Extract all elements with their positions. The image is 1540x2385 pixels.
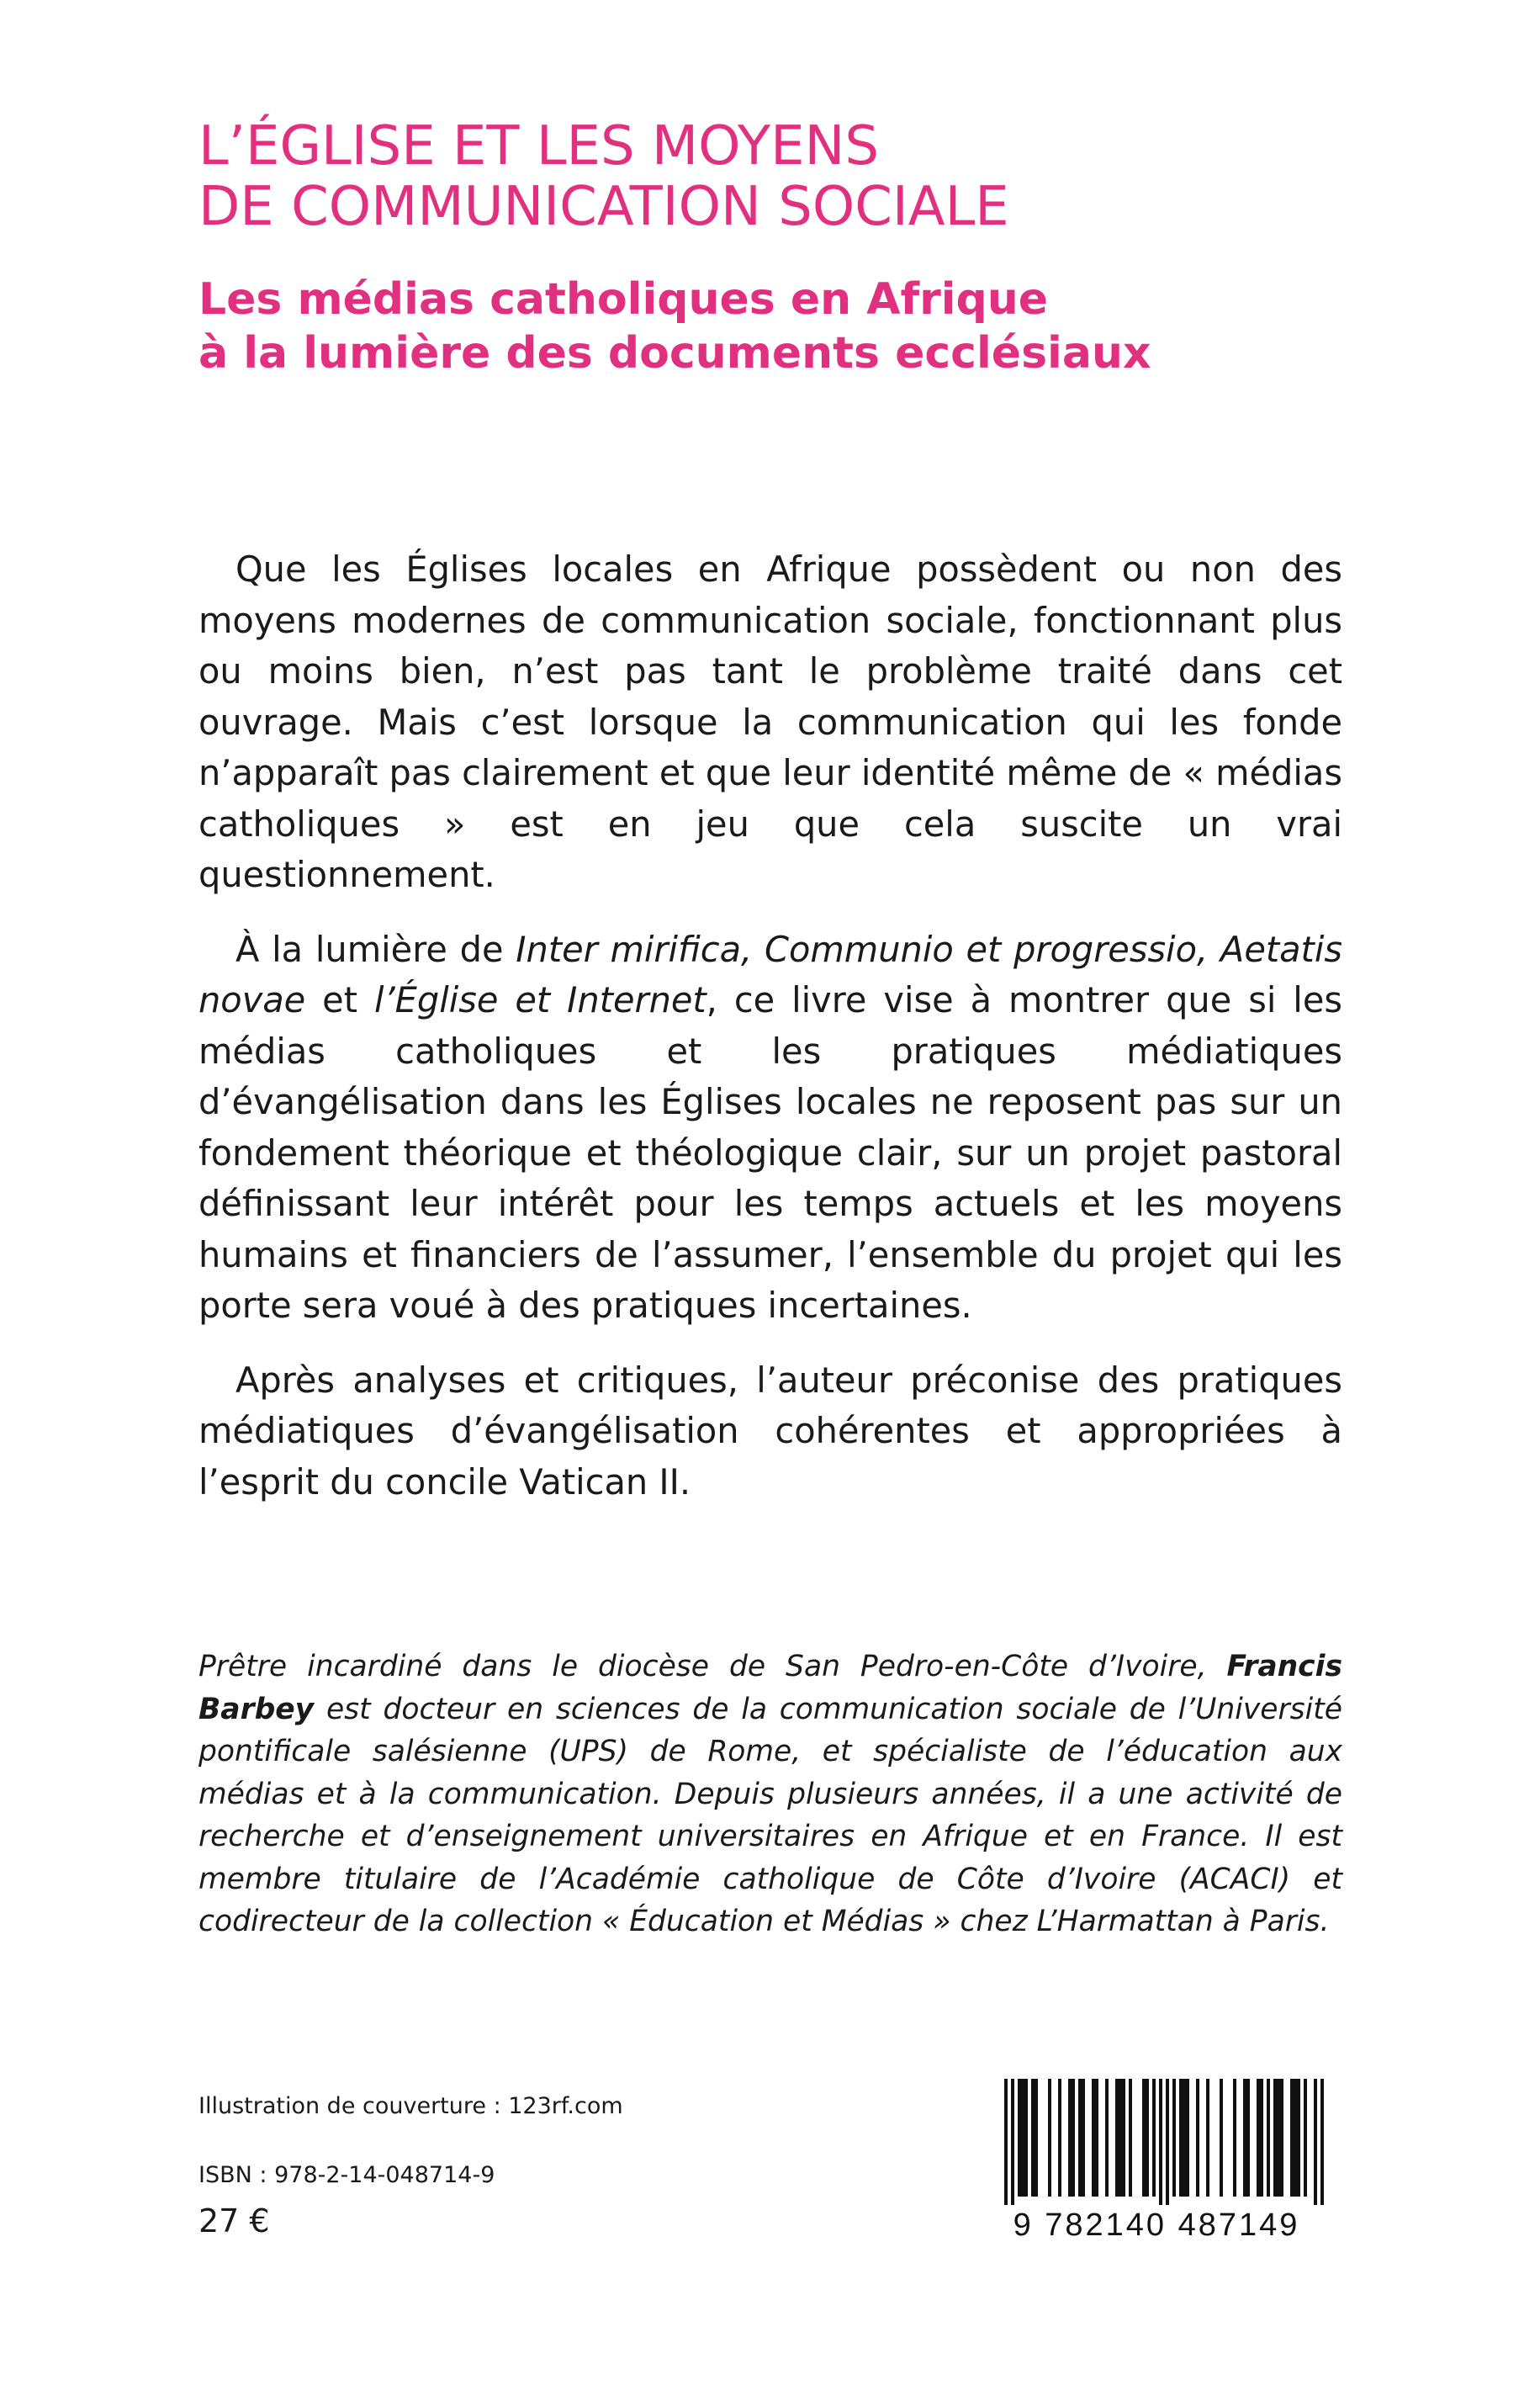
p2-document-title-internet: l’Église et Internet [373,979,706,1020]
title-line-2: DE COMMUNICATION SOCIALE [198,176,1009,238]
barcode-bar [1095,2079,1098,2197]
book-subtitle [198,273,1359,380]
blurb-paragraph-2 [198,925,1342,1332]
p2-mid: et [305,979,374,1020]
illustration-credit: Illustration de couverture : 123rf.com [198,2093,623,2119]
blurb-paragraph-1: Que les Églises locales en Afrique possèdent ou non des moyens modernes de communication sociale, fonctionnant plus ou moins bien, n’est pas tant le problème traité dans cet ouvrage. Mais c’est lorsque la communication qui les fonde n’apparaît pas clairement et que leur identité même de « médias catholiques » est en jeu que cela suscite un vrai questionnement. [198,549,1342,895]
barcode-bar [1273,2079,1277,2197]
barcode-bar [1031,2079,1035,2197]
barcode-digits: 9 782140 487149 [1013,2207,1300,2240]
bio-rest: est docteur en sciences de la communication sociale de l’Université pontificale salésienne (UPS) de Rome, et spécialiste de l’éducation aux médias et à la communication. Depuis plusieurs années, il a une activité de recherche et d’enseignement universitaires en Afrique et en France. Il est membre titulaire de l’Académie catholique de Côte d’Ivoire (ACACI) et codirecteur de la collection « Éducation et Médias » chez L’Harmattan à Paris. [198,1692,1342,1938]
barcode-bar [1233,2079,1236,2197]
barcode-bar [1146,2079,1149,2197]
barcode-bar [1206,2079,1209,2197]
barcode-bar [1152,2079,1156,2197]
barcode-bar [1257,2079,1260,2197]
p2-intro: À la lumière de [235,928,516,970]
barcode-bar [1280,2079,1283,2197]
book-title [198,116,1359,237]
barcode-bar [1320,2079,1324,2205]
barcode-bar [1035,2079,1038,2197]
barcode-bar [1196,2079,1199,2197]
author-name: Francis Barbey [198,1650,1342,1726]
barcode [976,2075,1337,2240]
barcode-bar [1159,2079,1162,2205]
subtitle-line-1: Les médias catholiques en Afrique [198,274,1049,325]
barcode-bar [1142,2079,1146,2197]
barcode-bar [1172,2079,1176,2197]
p2-rest: , ce livre vise à montrer que si les médias catholiques et les pratiques médiatiques d’évangélisation dans les Églises locales ne reposent pas sur un fondement théorique et théologique clair, sur un projet pastoral définissant leur intérêt pour les temps actuels et les moyens humains et financiers de l’assumer, l’ensemble du projet qui les porte sera voué à des pratiques incertaines. [198,979,1342,1326]
price: 27 € [198,2202,270,2239]
subtitle-line-2: à la lumière des documents ecclésiaux [198,328,1151,379]
bio-intro: Prêtre incardiné dans le diocèse de San Pedro-en-Côte d’Ivoire, [198,1650,1227,1683]
barcode-bar [1122,2079,1125,2197]
barcode-bar [1115,2079,1119,2197]
barcode-bar [1260,2079,1263,2197]
isbn: ISBN : 978-2-14-048714-9 [198,2162,495,2188]
barcode-bar [1048,2079,1051,2197]
barcode-bar [1294,2079,1297,2197]
barcode-bar [1290,2079,1294,2197]
barcode-bar [1082,2079,1085,2197]
barcode-bar [1220,2079,1223,2197]
blurb [198,544,1342,1531]
barcode-bar [1183,2079,1186,2197]
barcode-bar [1021,2079,1024,2197]
barcode-bar [1024,2079,1028,2197]
barcode-bar [1004,2079,1008,2205]
barcode-bar [1267,2079,1270,2197]
barcode-bar [1277,2079,1280,2197]
barcode-bar [1058,2079,1061,2197]
barcode-bar [1246,2079,1250,2197]
barcode-bar [1078,2079,1082,2197]
barcode-bar [1092,2079,1095,2197]
barcode-bar [1011,2079,1014,2205]
barcode-bar [1186,2079,1189,2197]
title-line-1: L’ÉGLISE ET LES MOYENS [198,115,880,178]
barcode-bar [1297,2079,1300,2197]
barcode-bar [1072,2079,1075,2197]
p2-document-titles: Inter mirifica, Communio et progressio, Aetatis novae [198,928,1342,1020]
barcode-bar [1166,2079,1169,2205]
barcode-bar [1068,2079,1072,2197]
barcode-bar [1105,2079,1109,2197]
barcode-bar [1129,2079,1132,2197]
barcode-bar [1119,2079,1122,2197]
barcode-bar [1314,2079,1317,2205]
barcode-bar [1304,2079,1307,2197]
blurb-paragraph-3: Après analyses et critiques, l’auteur préconise des pratiques médiatiques d’évangélisation cohérentes et appropriées à l’esprit du concile Vatican II. [198,1359,1342,1503]
barcode-bar [1018,2079,1021,2197]
barcode-bar [1243,2079,1246,2197]
author-bio [198,1646,1342,1943]
barcode-bar [1179,2079,1183,2197]
